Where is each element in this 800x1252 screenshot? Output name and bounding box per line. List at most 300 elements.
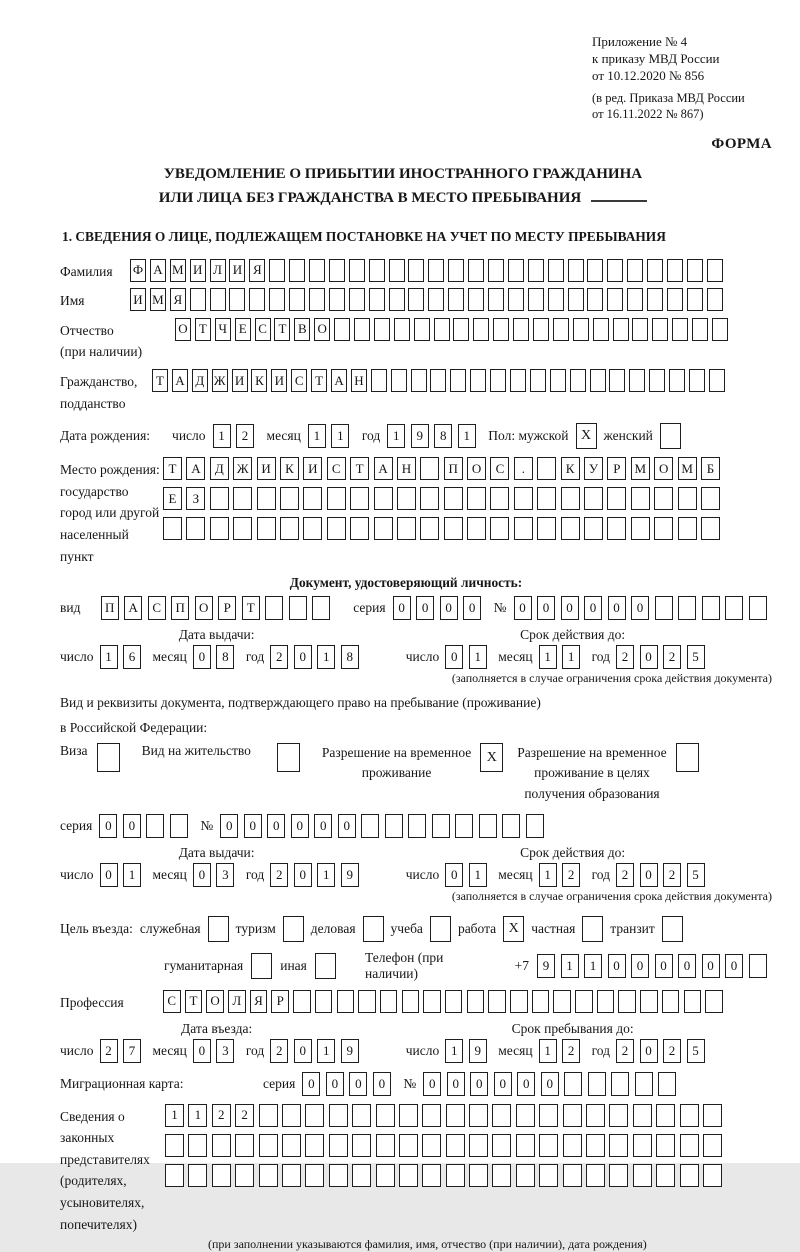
char-cell[interactable]: 0 [631, 954, 649, 978]
char-cell[interactable] [329, 259, 345, 282]
char-cell[interactable] [502, 814, 520, 838]
char-cell[interactable]: 2 [562, 1039, 580, 1063]
char-cell[interactable] [329, 288, 345, 311]
char-cell[interactable] [329, 1134, 348, 1157]
char-cell[interactable]: 0 [373, 1072, 391, 1096]
char-cell[interactable] [656, 1134, 675, 1157]
char-cell[interactable]: Т [311, 369, 327, 392]
purpose-transit-checkbox[interactable] [662, 916, 683, 942]
char-cell[interactable] [190, 288, 206, 311]
char-cell[interactable]: Л [210, 259, 226, 282]
char-cell[interactable] [586, 1164, 605, 1187]
char-cell[interactable]: 1 [539, 1039, 557, 1063]
char-cell[interactable]: 0 [494, 1072, 512, 1096]
char-cell[interactable] [528, 288, 544, 311]
char-cell[interactable]: 9 [341, 1039, 359, 1063]
char-cell[interactable] [329, 1164, 348, 1187]
char-cell[interactable] [389, 259, 405, 282]
char-cell[interactable]: О [314, 318, 330, 341]
char-cell[interactable]: 0 [445, 863, 463, 887]
char-cell[interactable]: Т [163, 457, 182, 480]
char-cell[interactable]: 2 [270, 1039, 288, 1063]
char-cell[interactable] [530, 369, 546, 392]
char-cell[interactable] [488, 288, 504, 311]
char-cell[interactable] [586, 1134, 605, 1157]
char-cell[interactable] [269, 259, 285, 282]
char-cell[interactable] [516, 1104, 535, 1127]
char-cell[interactable]: К [561, 457, 580, 480]
char-cell[interactable] [590, 369, 606, 392]
char-cell[interactable] [444, 517, 463, 540]
char-cell[interactable]: 0 [349, 1072, 367, 1096]
char-cell[interactable]: В [294, 318, 310, 341]
char-cell[interactable] [210, 487, 229, 510]
char-cell[interactable] [533, 318, 549, 341]
char-cell[interactable] [399, 1134, 418, 1157]
char-cell[interactable]: 0 [291, 814, 309, 838]
char-cell[interactable] [488, 259, 504, 282]
char-cell[interactable] [233, 517, 252, 540]
char-cell[interactable]: Т [195, 318, 211, 341]
char-cell[interactable]: Ж [212, 369, 228, 392]
char-cell[interactable] [305, 1104, 324, 1127]
char-cell[interactable]: М [170, 259, 186, 282]
char-cell[interactable] [607, 517, 626, 540]
purpose-humanitarian-checkbox[interactable] [251, 953, 272, 979]
char-cell[interactable] [635, 1072, 653, 1096]
char-cell[interactable]: 0 [640, 1039, 658, 1063]
char-cell[interactable]: 8 [341, 645, 359, 669]
char-cell[interactable]: 0 [517, 1072, 535, 1096]
char-cell[interactable] [658, 1072, 676, 1096]
char-cell[interactable]: 0 [193, 863, 211, 887]
char-cell[interactable] [490, 487, 509, 510]
char-cell[interactable]: О [195, 596, 213, 620]
char-cell[interactable] [654, 517, 673, 540]
char-cell[interactable] [680, 1104, 699, 1127]
char-cell[interactable] [749, 954, 767, 978]
char-cell[interactable] [749, 596, 767, 620]
char-cell[interactable] [280, 487, 299, 510]
char-cell[interactable]: Ф [130, 259, 146, 282]
char-cell[interactable] [553, 990, 571, 1013]
char-cell[interactable]: 0 [631, 596, 649, 620]
char-cell[interactable] [423, 990, 441, 1013]
char-cell[interactable] [352, 1104, 371, 1127]
char-cell[interactable] [385, 814, 403, 838]
char-cell[interactable] [188, 1134, 207, 1157]
char-cell[interactable]: 1 [561, 954, 579, 978]
char-cell[interactable]: 0 [193, 645, 211, 669]
char-cell[interactable]: 0 [702, 954, 720, 978]
char-cell[interactable] [561, 517, 580, 540]
char-cell[interactable]: 2 [663, 1039, 681, 1063]
purpose-work-checkbox[interactable]: X [503, 916, 524, 942]
char-cell[interactable] [358, 990, 376, 1013]
char-cell[interactable]: М [631, 457, 650, 480]
char-cell[interactable] [473, 318, 489, 341]
char-cell[interactable]: 0 [440, 596, 458, 620]
char-cell[interactable] [667, 259, 683, 282]
char-cell[interactable] [469, 1104, 488, 1127]
char-cell[interactable] [257, 517, 276, 540]
char-cell[interactable]: Т [350, 457, 369, 480]
char-cell[interactable]: 0 [326, 1072, 344, 1096]
char-cell[interactable]: 2 [235, 1104, 254, 1127]
char-cell[interactable] [672, 318, 688, 341]
char-cell[interactable] [334, 318, 350, 341]
char-cell[interactable] [479, 814, 497, 838]
char-cell[interactable]: 9 [537, 954, 555, 978]
char-cell[interactable]: О [467, 457, 486, 480]
char-cell[interactable]: 1 [100, 645, 118, 669]
char-cell[interactable] [309, 259, 325, 282]
char-cell[interactable]: П [101, 596, 119, 620]
char-cell[interactable] [548, 288, 564, 311]
char-cell[interactable] [609, 1164, 628, 1187]
char-cell[interactable]: 0 [447, 1072, 465, 1096]
char-cell[interactable]: Д [210, 457, 229, 480]
char-cell[interactable]: 5 [687, 863, 705, 887]
char-cell[interactable] [627, 288, 643, 311]
char-cell[interactable]: 0 [423, 1072, 441, 1096]
char-cell[interactable]: 0 [100, 863, 118, 887]
char-cell[interactable]: И [303, 457, 322, 480]
char-cell[interactable]: К [251, 369, 267, 392]
char-cell[interactable]: Н [397, 457, 416, 480]
char-cell[interactable]: И [257, 457, 276, 480]
char-cell[interactable] [235, 1164, 254, 1187]
char-cell[interactable]: 0 [470, 1072, 488, 1096]
char-cell[interactable]: З [186, 487, 205, 510]
char-cell[interactable] [680, 1134, 699, 1157]
char-cell[interactable]: 0 [338, 814, 356, 838]
char-cell[interactable]: 5 [687, 1039, 705, 1063]
char-cell[interactable]: М [150, 288, 166, 311]
char-cell[interactable] [445, 990, 463, 1013]
char-cell[interactable]: С [327, 457, 346, 480]
char-cell[interactable]: 2 [616, 645, 634, 669]
char-cell[interactable] [289, 288, 305, 311]
char-cell[interactable]: 2 [236, 424, 254, 448]
char-cell[interactable] [212, 1134, 231, 1157]
purpose-private-checkbox[interactable] [582, 916, 603, 942]
char-cell[interactable]: 2 [663, 645, 681, 669]
char-cell[interactable]: Р [271, 990, 289, 1013]
char-cell[interactable] [303, 487, 322, 510]
char-cell[interactable] [629, 369, 645, 392]
char-cell[interactable] [575, 990, 593, 1013]
char-cell[interactable]: 0 [537, 596, 555, 620]
char-cell[interactable] [510, 369, 526, 392]
char-cell[interactable]: 1 [308, 424, 326, 448]
char-cell[interactable]: 1 [584, 954, 602, 978]
char-cell[interactable] [259, 1104, 278, 1127]
char-cell[interactable]: 3 [216, 863, 234, 887]
char-cell[interactable]: 1 [188, 1104, 207, 1127]
char-cell[interactable]: 0 [244, 814, 262, 838]
char-cell[interactable] [352, 1134, 371, 1157]
char-cell[interactable] [584, 517, 603, 540]
char-cell[interactable]: Т [242, 596, 260, 620]
char-cell[interactable] [450, 369, 466, 392]
char-cell[interactable] [399, 1164, 418, 1187]
char-cell[interactable] [607, 487, 626, 510]
char-cell[interactable] [586, 1104, 605, 1127]
char-cell[interactable] [725, 596, 743, 620]
char-cell[interactable] [374, 318, 390, 341]
char-cell[interactable] [553, 318, 569, 341]
char-cell[interactable]: Р [607, 457, 626, 480]
char-cell[interactable] [613, 318, 629, 341]
purpose-tourism-checkbox[interactable] [283, 916, 304, 942]
char-cell[interactable] [510, 990, 528, 1013]
char-cell[interactable] [526, 814, 544, 838]
char-cell[interactable]: И [232, 369, 248, 392]
char-cell[interactable] [434, 318, 450, 341]
char-cell[interactable]: 1 [458, 424, 476, 448]
char-cell[interactable] [210, 288, 226, 311]
char-cell[interactable] [467, 517, 486, 540]
char-cell[interactable] [397, 487, 416, 510]
char-cell[interactable] [655, 596, 673, 620]
char-cell[interactable] [493, 318, 509, 341]
char-cell[interactable]: А [331, 369, 347, 392]
residence-permit-checkbox[interactable] [277, 743, 300, 772]
char-cell[interactable] [687, 288, 703, 311]
char-cell[interactable] [327, 517, 346, 540]
char-cell[interactable] [376, 1104, 395, 1127]
char-cell[interactable] [305, 1164, 324, 1187]
char-cell[interactable]: 0 [123, 814, 141, 838]
char-cell[interactable] [420, 487, 439, 510]
char-cell[interactable] [667, 288, 683, 311]
char-cell[interactable]: 7 [123, 1039, 141, 1063]
char-cell[interactable]: Ч [215, 318, 231, 341]
char-cell[interactable] [265, 596, 283, 620]
char-cell[interactable]: О [206, 990, 224, 1013]
char-cell[interactable] [455, 814, 473, 838]
char-cell[interactable]: 5 [687, 645, 705, 669]
char-cell[interactable]: 0 [294, 1039, 312, 1063]
char-cell[interactable] [469, 1164, 488, 1187]
char-cell[interactable] [257, 487, 276, 510]
char-cell[interactable]: А [150, 259, 166, 282]
char-cell[interactable] [539, 1164, 558, 1187]
char-cell[interactable] [709, 369, 725, 392]
char-cell[interactable]: 2 [270, 863, 288, 887]
char-cell[interactable] [609, 1134, 628, 1157]
char-cell[interactable] [647, 288, 663, 311]
char-cell[interactable] [259, 1134, 278, 1157]
char-cell[interactable] [607, 259, 623, 282]
char-cell[interactable] [570, 369, 586, 392]
char-cell[interactable] [492, 1134, 511, 1157]
char-cell[interactable] [428, 288, 444, 311]
char-cell[interactable] [212, 1164, 231, 1187]
char-cell[interactable]: Ж [233, 457, 252, 480]
char-cell[interactable] [376, 1134, 395, 1157]
char-cell[interactable] [712, 318, 728, 341]
char-cell[interactable] [448, 288, 464, 311]
char-cell[interactable]: 1 [445, 1039, 463, 1063]
char-cell[interactable]: А [186, 457, 205, 480]
char-cell[interactable] [568, 288, 584, 311]
char-cell[interactable] [448, 259, 464, 282]
char-cell[interactable] [422, 1164, 441, 1187]
char-cell[interactable] [430, 369, 446, 392]
char-cell[interactable] [315, 990, 333, 1013]
char-cell[interactable] [468, 259, 484, 282]
char-cell[interactable] [422, 1104, 441, 1127]
char-cell[interactable] [188, 1164, 207, 1187]
char-cell[interactable] [631, 487, 650, 510]
char-cell[interactable]: 9 [341, 863, 359, 887]
char-cell[interactable]: 0 [655, 954, 673, 978]
char-cell[interactable] [514, 487, 533, 510]
char-cell[interactable]: 0 [608, 596, 626, 620]
char-cell[interactable] [537, 457, 556, 480]
char-cell[interactable]: 0 [725, 954, 743, 978]
char-cell[interactable]: А [124, 596, 142, 620]
char-cell[interactable]: 8 [216, 645, 234, 669]
char-cell[interactable] [563, 1134, 582, 1157]
char-cell[interactable] [568, 259, 584, 282]
char-cell[interactable]: 0 [640, 863, 658, 887]
char-cell[interactable] [587, 288, 603, 311]
char-cell[interactable]: 1 [562, 645, 580, 669]
char-cell[interactable] [703, 1104, 722, 1127]
char-cell[interactable] [408, 259, 424, 282]
char-cell[interactable] [532, 990, 550, 1013]
char-cell[interactable] [411, 369, 427, 392]
sex-male-checkbox[interactable]: X [576, 423, 597, 449]
char-cell[interactable] [186, 517, 205, 540]
edu-residence-checkbox[interactable] [676, 743, 699, 772]
char-cell[interactable]: 0 [445, 645, 463, 669]
char-cell[interactable] [453, 318, 469, 341]
char-cell[interactable] [701, 517, 720, 540]
char-cell[interactable] [680, 1164, 699, 1187]
char-cell[interactable] [210, 517, 229, 540]
char-cell[interactable] [349, 288, 365, 311]
char-cell[interactable]: 0 [294, 863, 312, 887]
char-cell[interactable]: И [130, 288, 146, 311]
char-cell[interactable] [656, 1164, 675, 1187]
char-cell[interactable] [649, 369, 665, 392]
char-cell[interactable] [701, 487, 720, 510]
char-cell[interactable]: А [172, 369, 188, 392]
char-cell[interactable] [282, 1104, 301, 1127]
char-cell[interactable]: 1 [539, 645, 557, 669]
char-cell[interactable] [289, 259, 305, 282]
char-cell[interactable]: 8 [434, 424, 452, 448]
char-cell[interactable] [703, 1134, 722, 1157]
char-cell[interactable]: Н [351, 369, 367, 392]
char-cell[interactable]: 0 [541, 1072, 559, 1096]
purpose-other-checkbox[interactable] [315, 953, 336, 979]
char-cell[interactable] [514, 517, 533, 540]
char-cell[interactable] [394, 318, 410, 341]
char-cell[interactable] [432, 814, 450, 838]
char-cell[interactable]: 2 [663, 863, 681, 887]
char-cell[interactable] [490, 517, 509, 540]
char-cell[interactable] [669, 369, 685, 392]
char-cell[interactable] [380, 990, 398, 1013]
char-cell[interactable] [528, 259, 544, 282]
char-cell[interactable] [289, 596, 307, 620]
char-cell[interactable]: Т [152, 369, 168, 392]
char-cell[interactable]: . [514, 457, 533, 480]
char-cell[interactable]: 2 [212, 1104, 231, 1127]
char-cell[interactable] [399, 1104, 418, 1127]
char-cell[interactable]: П [171, 596, 189, 620]
char-cell[interactable] [467, 990, 485, 1013]
char-cell[interactable] [428, 259, 444, 282]
char-cell[interactable]: 0 [416, 596, 434, 620]
char-cell[interactable]: 0 [220, 814, 238, 838]
char-cell[interactable] [329, 1104, 348, 1127]
char-cell[interactable] [516, 1164, 535, 1187]
char-cell[interactable] [627, 259, 643, 282]
char-cell[interactable] [640, 990, 658, 1013]
char-cell[interactable] [446, 1134, 465, 1157]
char-cell[interactable] [550, 369, 566, 392]
char-cell[interactable] [170, 814, 188, 838]
char-cell[interactable] [467, 487, 486, 510]
char-cell[interactable] [349, 259, 365, 282]
char-cell[interactable] [229, 288, 245, 311]
char-cell[interactable]: 2 [616, 1039, 634, 1063]
char-cell[interactable] [513, 318, 529, 341]
char-cell[interactable] [350, 487, 369, 510]
char-cell[interactable]: 0 [193, 1039, 211, 1063]
char-cell[interactable]: Я [249, 259, 265, 282]
purpose-study-checkbox[interactable] [430, 916, 451, 942]
char-cell[interactable] [282, 1134, 301, 1157]
char-cell[interactable] [163, 517, 182, 540]
char-cell[interactable] [611, 1072, 629, 1096]
char-cell[interactable]: 0 [314, 814, 332, 838]
char-cell[interactable] [563, 1164, 582, 1187]
char-cell[interactable]: 0 [584, 596, 602, 620]
char-cell[interactable] [374, 517, 393, 540]
char-cell[interactable] [654, 487, 673, 510]
char-cell[interactable]: 9 [411, 424, 429, 448]
char-cell[interactable] [259, 1164, 278, 1187]
char-cell[interactable]: 1 [123, 863, 141, 887]
char-cell[interactable] [280, 517, 299, 540]
char-cell[interactable] [631, 517, 650, 540]
char-cell[interactable] [656, 1104, 675, 1127]
char-cell[interactable]: С [291, 369, 307, 392]
char-cell[interactable] [678, 596, 696, 620]
char-cell[interactable] [165, 1134, 184, 1157]
char-cell[interactable] [508, 259, 524, 282]
char-cell[interactable] [369, 288, 385, 311]
char-cell[interactable] [235, 1134, 254, 1157]
char-cell[interactable] [633, 1104, 652, 1127]
char-cell[interactable] [444, 487, 463, 510]
char-cell[interactable] [408, 814, 426, 838]
char-cell[interactable] [692, 318, 708, 341]
purpose-official-checkbox[interactable] [208, 916, 229, 942]
char-cell[interactable] [350, 517, 369, 540]
char-cell[interactable]: П [444, 457, 463, 480]
char-cell[interactable] [327, 487, 346, 510]
char-cell[interactable] [233, 487, 252, 510]
char-cell[interactable]: 0 [514, 596, 532, 620]
